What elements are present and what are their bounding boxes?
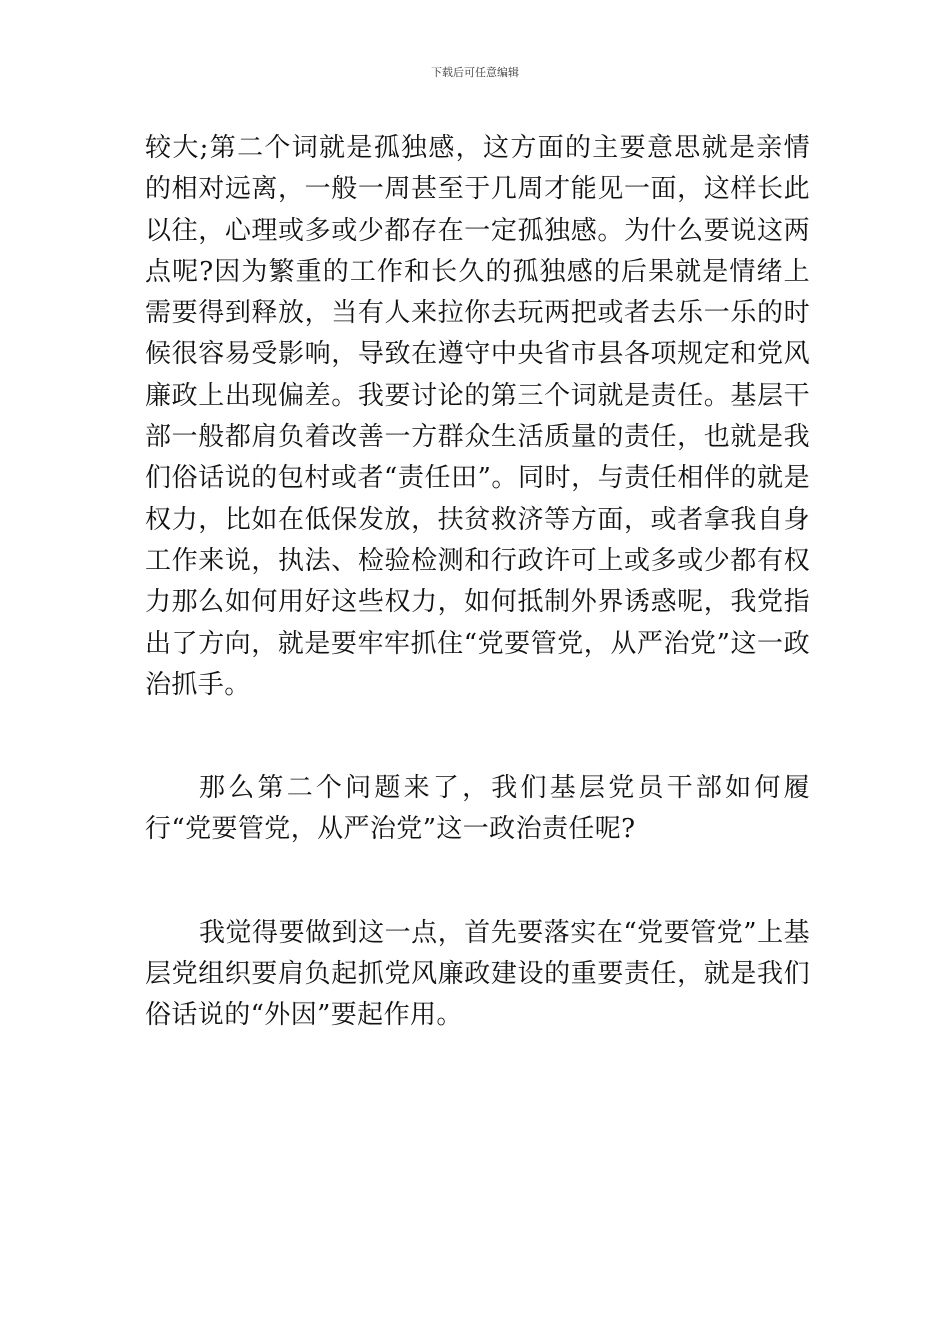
paragraph-1: 较大;第二个词就是孤独感，这方面的主要意思就是亲情的相对远离，一般一周甚至于几周才能见一面，这样长此以往，心理或多或少都存在一定孤独感。为什么要说这两点呢?因为繁重的工作和长久的孤独感的后果就是情绪上需要得到释放，当有人来拉你去玩两把或者去乐一乐的时候很容易受影响，导致在遵守中央省市县各项规定和党风廉政上出现偏差。我要讨论的第三个词就是责任。基层干部一般都肩负着改善一方群众生活质量的责任，也就是我们俗话说的包村或者“责任田”。同时，与责任相伴的就是权力，比如在低保发放，扶贫救济等方面，或者拿我自身工作来说，执法、检验检测和行政许可上或多或少都有权力那么如何用好这些权力，如何抵制外界诱惑呢，我党指出了方向，就是要牢牢抓住“党要管党，从严治党”这一政治抓手。 xyxy=(145,133,810,700)
page-header: 下载后可任意编辑 xyxy=(431,66,519,79)
paragraph-2: 那么第二个问题来了，我们基层党员干部如何履行“党要管党，从严治党”这一政治责任呢? xyxy=(145,773,810,845)
paragraph-3: 我觉得要做到这一点，首先要落实在“党要管党”上基层党组织要肩负起抓党风廉政建设的重要责任，就是我们俗话说的“外因”要起作用。 xyxy=(145,917,810,1031)
document-body xyxy=(145,128,810,1037)
